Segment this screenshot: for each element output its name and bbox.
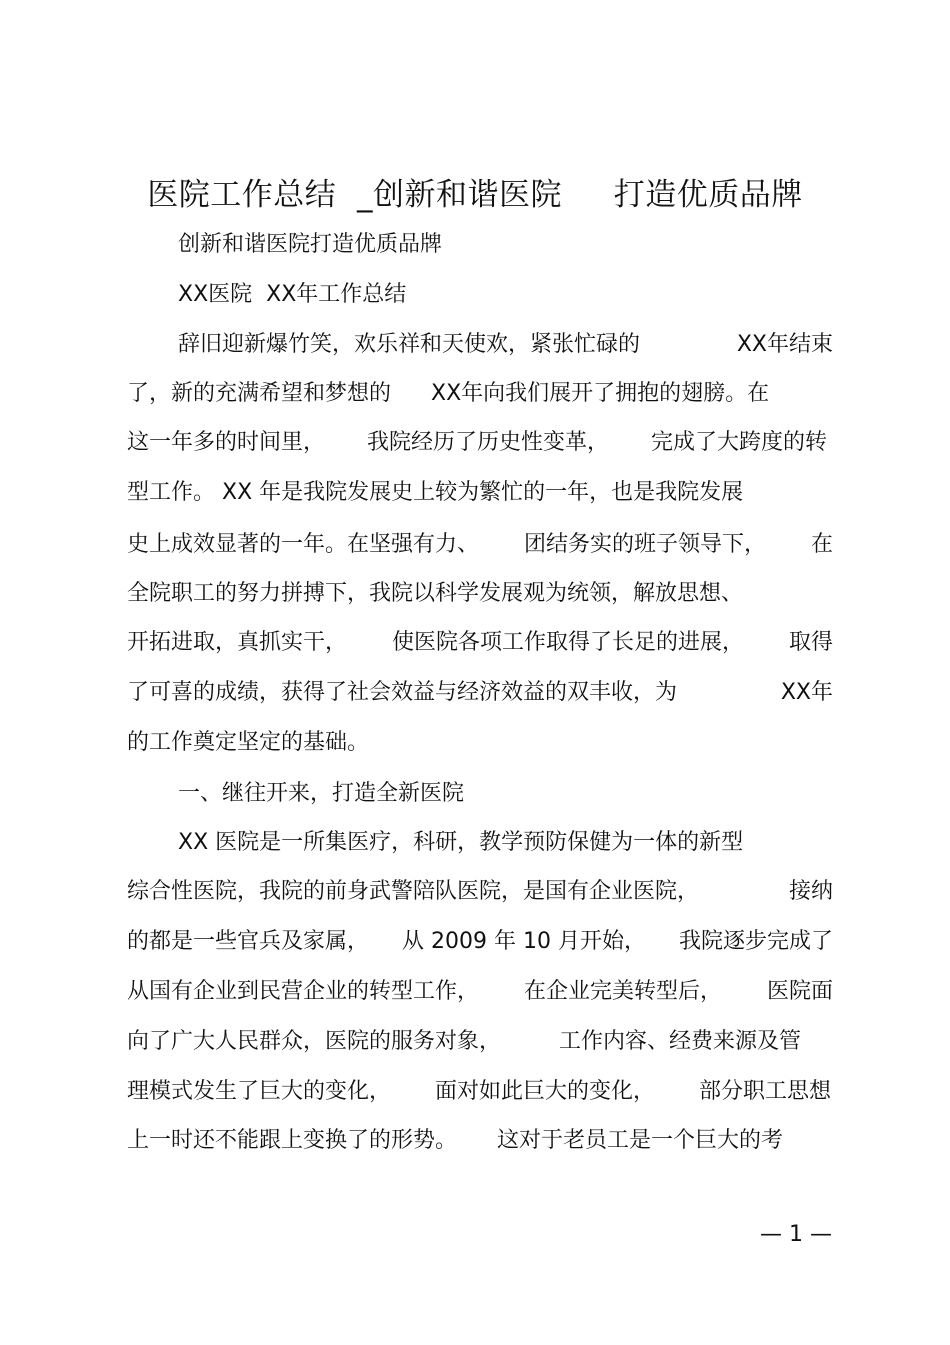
line-segment: 工作内容、经费来源及管 xyxy=(559,1029,802,1054)
page-number: — 1 — xyxy=(760,1222,832,1247)
line-segment: 了，新的充满希望和梦想的 xyxy=(127,381,392,406)
line-segment: 综合性医院，我院的前身武警陪队医院，是国有企业医院， xyxy=(127,879,700,904)
line-segment: 了可喜的成绩，获得了社会效益与经济效益的双丰收，为 xyxy=(127,680,678,705)
body-line xyxy=(178,828,833,858)
line-segment: 完成了大跨度的转 xyxy=(651,430,828,455)
line-segment: 医院面 xyxy=(766,979,833,1004)
body-line xyxy=(178,280,833,310)
line-segment: 我院经历了历史性变革， xyxy=(367,430,610,455)
line-segment: 在企业完美转型后， xyxy=(523,979,722,1004)
line-segment: 理模式发生了巨大的变化， xyxy=(127,1079,392,1104)
body-line xyxy=(127,1077,833,1107)
body-line xyxy=(127,628,833,658)
body-line xyxy=(127,579,833,609)
body-line xyxy=(178,230,833,260)
line-segment: 的都是一些官兵及家属， xyxy=(127,929,370,954)
line-segment: 这对于老员工是一个巨大的考 xyxy=(497,1128,784,1153)
line-segment: 史上成效显著的一年。在坚强有力、 xyxy=(127,532,480,557)
line-segment: 全院职工的努力拼搏下，我院以科学发展观为统领，解放思想、 xyxy=(127,581,744,606)
line-segment: 接纳 xyxy=(788,879,833,904)
document-title: 医院工作总结 _创新和谐医院 打造优质品牌 xyxy=(147,177,803,213)
body-line xyxy=(178,779,833,809)
line-segment: XX年 xyxy=(780,680,833,705)
line-segment: XX年结束 xyxy=(736,332,833,357)
body-line xyxy=(127,728,833,758)
line-segment: 从国有企业到民营企业的转型工作， xyxy=(127,979,480,1004)
line-segment: 型工作。 XX 年是我院发展史上较为繁忙的一年，也是我院发展 xyxy=(127,480,744,505)
line-segment: 从 2009 年 10 月开始， xyxy=(402,929,646,954)
line-segment: 部分职工思想 xyxy=(699,1079,832,1104)
body-line xyxy=(127,1027,833,1057)
line-segment: 在 xyxy=(810,532,833,557)
line-segment: 我院逐步完成了 xyxy=(678,929,833,954)
line-segment: XX 医院是一所集医疗，科研，教学预防保健为一体的新型 xyxy=(178,830,744,855)
line-segment: 取得 xyxy=(788,630,833,655)
body-line xyxy=(127,379,833,409)
line-segment: 团结务实的班子领导下， xyxy=(523,532,766,557)
line-segment: 面对如此巨大的变化， xyxy=(435,1079,656,1104)
body-line xyxy=(127,877,833,907)
body-line xyxy=(127,1126,833,1156)
line-segment: XX年向我们展开了拥抱的翅膀。在 xyxy=(431,381,770,406)
body-line xyxy=(127,678,833,708)
line-segment: 使医院各项工作取得了长足的进展， xyxy=(391,630,744,655)
body-line xyxy=(178,330,833,360)
line-segment: 辞旧迎新爆竹笑，欢乐祥和天使欢，紧张忙碌的 xyxy=(178,332,641,357)
line-segment: XX医院 XX年工作总结 xyxy=(178,282,407,307)
line-segment: 这一年多的时间里， xyxy=(127,430,326,455)
body-line xyxy=(127,478,833,508)
line-segment: 一、继往开来，打造全新医院 xyxy=(178,781,465,806)
body-line xyxy=(127,977,833,1007)
line-segment: 上一时还不能跟上变换了的形势。 xyxy=(127,1128,458,1153)
line-segment: 开拓进取，真抓实干， xyxy=(127,630,348,655)
body-line xyxy=(127,927,833,957)
line-segment: 创新和谐医院打造优质品牌 xyxy=(178,232,443,257)
body-line xyxy=(127,428,833,458)
line-segment: 的工作奠定坚定的基础。 xyxy=(127,730,370,755)
body-line xyxy=(127,530,833,560)
line-segment: 向了广大人民群众，医院的服务对象， xyxy=(127,1029,502,1054)
